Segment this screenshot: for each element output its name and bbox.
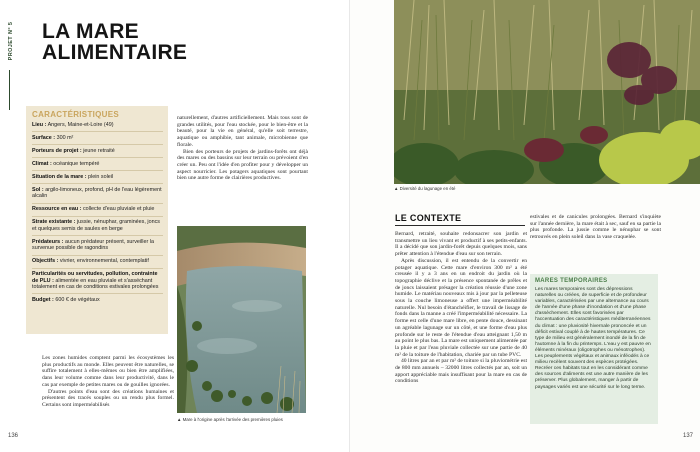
characteristic-value: aucun prédateur présent, surveiller la survenue possible de ragondins [32, 238, 154, 252]
heading-rule [395, 225, 525, 226]
characteristic-row [32, 122, 163, 128]
paragraph: Bien des porteurs de projets de jardins-forêts ont déjà des mares ou des bassins sur leur terrain ou prévoient d'en créer un. Peu ont l'idée d'en profiter pour y développer un aspect nourricier. Les potagers aquatiques sont pourtant bien une autre forme de clairières productives. [177, 148, 308, 182]
characteristic-divider [32, 235, 163, 236]
characteristic-value: Angers, Maine-et-Loire (49) [47, 122, 114, 128]
characteristic-divider [32, 170, 163, 171]
characteristic-row [32, 239, 163, 252]
characteristic-divider [32, 293, 163, 294]
page-title: LA MARE ALIMENTAIRE [42, 20, 188, 64]
grass-image [394, 0, 700, 184]
characteristic-row [32, 219, 163, 232]
mares-text: Les mares temporaires sont des dépressions naturelles ou créées, de superficie et de profondeur variables, caractérisées par une alternance au cours de l'année d'une phase d'inondation et d'une phase d'assèchement. Elles sont favorisées par l'accentuation des caractéristiques méditerranéennes du climat : une pluviosité hivernale prononcée et un déficit estival couplé à de hautes températures. Ce type de milieu est généralement inondé de la fin de l'automne à la fin du printemps. L'eau y est pauvre en éléments minéraux (oligotrophes ou mésotrophes). Les peuplements végétaux et animaux inféodés à ce milieu recèlent souvent des espèces protégées. Recréer ces habitats tout en les considérant comme des sources d'aliments est une autre manière de les préserver. Plus globalement, manger à partir de paysages variés est une sécurité sur le long terme. [535, 287, 651, 390]
paragraph: 40 litres par an et par m² de toiture si la pluviométrie est de 800 mm annuels – 32000 litres collectés par an, soit un apport appréciable mais insuffisant pour la mare en cas de conditions [395, 358, 527, 385]
characteristic-value: plein soleil [88, 174, 114, 180]
characteristic-row [32, 271, 163, 290]
characteristics-heading: CARACTÉRISTIQUES [32, 110, 120, 119]
pond-photo [177, 226, 306, 413]
project-tab [4, 22, 15, 68]
characteristic-label: Surface : [32, 135, 56, 141]
tab-divider [9, 70, 10, 110]
characteristic-label: Sol : [32, 187, 44, 193]
characteristic-divider [32, 144, 163, 145]
context-column-right [530, 214, 661, 241]
right-page [350, 0, 700, 452]
characteristic-value: collecte d'eau pluviale et pluie [82, 206, 155, 213]
characteristic-value: océanique tempéré [53, 161, 100, 167]
characteristic-value: jussie, nénuphar, graminées, joncs et quelques semis de saules en berge [32, 219, 160, 232]
characteristics-box [26, 106, 168, 334]
paragraph: Bernard, retraité, souhaite redonsacrer son jardin et transmettre un lieu vivant et productif à ses petits-enfants. Il a décidé que son jardin-forêt depuis quelques mois, sans prêter attention à l'étendue d'eau sur son terrain. [395, 231, 527, 258]
paragraph: Après discussion, il est entendu de la convertir en potager aquatique. Cette mare d'environ 300 m² a été creusée il y a 3 ans en un endroit du jardin où la topographie déclive et la présence spontanée de prêles et de joncs laissaient présager la création réussie d'une zone humide. Le matériau nouveaux mis à jour par la pelleteuse sous la couche limoneuse a offert une imperméabilité naturelle. Nul besoin d'étanchéifier, le travail de lissage de fonds dans la manne a créé l'imperméabilité nécessaire. La forme est celle d'une mare libre, en pente douce, dessinant un agréable lagunage sur un côté, et une forme d'eau plus profonde sur le reste de l'étendue d'eau atteignant 1,50 m au point le plus bas. La mare est uniquement alimentée par la pluie et par l'eau pluviale collectée sur une partie de 40 m² de la toiture de l'habitation, chariée par un tube PVC. [395, 257, 527, 358]
characteristic-divider [32, 216, 163, 217]
page-number-left: 136 [8, 433, 19, 439]
characteristics-list [32, 122, 163, 303]
grass-photo [394, 0, 700, 184]
characteristic-label: Ressource en eau : [32, 206, 82, 213]
grass-photo-caption: ▲ Diversité du lagunage en été [394, 186, 456, 191]
characteristic-value: vivrier, environnemental, contemplatif [59, 258, 149, 265]
paragraph: estivales et de canicules prolongées. Bernard s'inquiète sur l'année dernière, la mare était à sec, sauf en sa partie la plus profonde. La jussie comme le nénuphar se sont retrouvés en plein soleil dans la vase craquelée. [530, 214, 661, 241]
characteristic-divider [32, 131, 163, 132]
paragraph: Les zones humides comptent parmi les écosystèmes les plus productifs au monde. Elles peuvent être naturelles, se suffire totalement à elles-mêmes ou bien être amplifiées, dans leur volume comme dans leur productivité, dans le cas par exemple de petites mares ou de gouilles ignorées. [42, 355, 174, 388]
characteristic-divider [32, 268, 163, 269]
characteristic-label: Objectifs : [32, 258, 59, 265]
characteristic-row [32, 174, 163, 180]
characteristic-value: alimentée en eau pluviale et s'asséchant totalement en cas de conditions estivales prolongées [32, 277, 159, 291]
characteristic-value: 600 € de végétaux [55, 297, 100, 304]
characteristic-value: jeune retraité [83, 148, 115, 154]
characteristic-row [32, 135, 163, 141]
characteristic-row [32, 148, 163, 154]
context-heading: LE CONTEXTE [395, 213, 462, 223]
characteristic-label: Porteurs de projet : [32, 148, 82, 154]
project-tab-label: PROJET N° 5 [8, 21, 14, 61]
characteristic-row [32, 297, 163, 303]
characteristic-divider [32, 255, 163, 256]
characteristic-label: Prédateurs : [32, 238, 64, 245]
characteristic-row [32, 206, 163, 212]
left-column-text [42, 355, 174, 409]
characteristic-divider [32, 157, 163, 158]
characteristic-label: Situation de la mare : [32, 174, 87, 180]
characteristic-value: 300 m² [56, 135, 74, 141]
characteristic-row [32, 258, 163, 264]
characteristic-value: argilo-limoneux, profond, pH de l'eau légèrement alcalin [32, 187, 162, 200]
middle-column-text [177, 115, 308, 182]
characteristic-label: Particularités ou servitudes, pollution, contrainte de PLU : [32, 271, 158, 284]
context-column-left [395, 231, 527, 385]
characteristic-row [32, 161, 163, 167]
characteristic-divider [32, 183, 163, 184]
characteristic-divider [32, 203, 163, 204]
mares-heading: MARES TEMPORAIRES [535, 278, 608, 284]
pond-photo-caption: ▲ Mare à l'origine après l'arrivée des premières pluies [177, 417, 283, 422]
characteristic-row [32, 187, 163, 200]
characteristic-label: Climat : [32, 161, 52, 167]
characteristic-label: Lieu : [32, 122, 47, 128]
characteristic-label: Strate existante : [32, 219, 76, 226]
page-number-right: 137 [683, 433, 694, 439]
mares-temporaires-box [530, 274, 658, 424]
pond-image [177, 226, 306, 413]
characteristic-label: Budget : [32, 297, 54, 304]
paragraph: naturellement, d'autres artificiellement. Mais tous sont de grandes utilités, pour l'eau stockée, pour le bien-être et la beauté, pour la vie en général, qu'elle soit terrestre, aquatique ou amphibie, tant animale, microbienne que florale. [177, 115, 308, 148]
paragraph: D'autres points d'eau sont des créations humaines et présentent des tracés souples ou un rendu plus formel. Certains sont imperméabilisés [42, 388, 174, 408]
